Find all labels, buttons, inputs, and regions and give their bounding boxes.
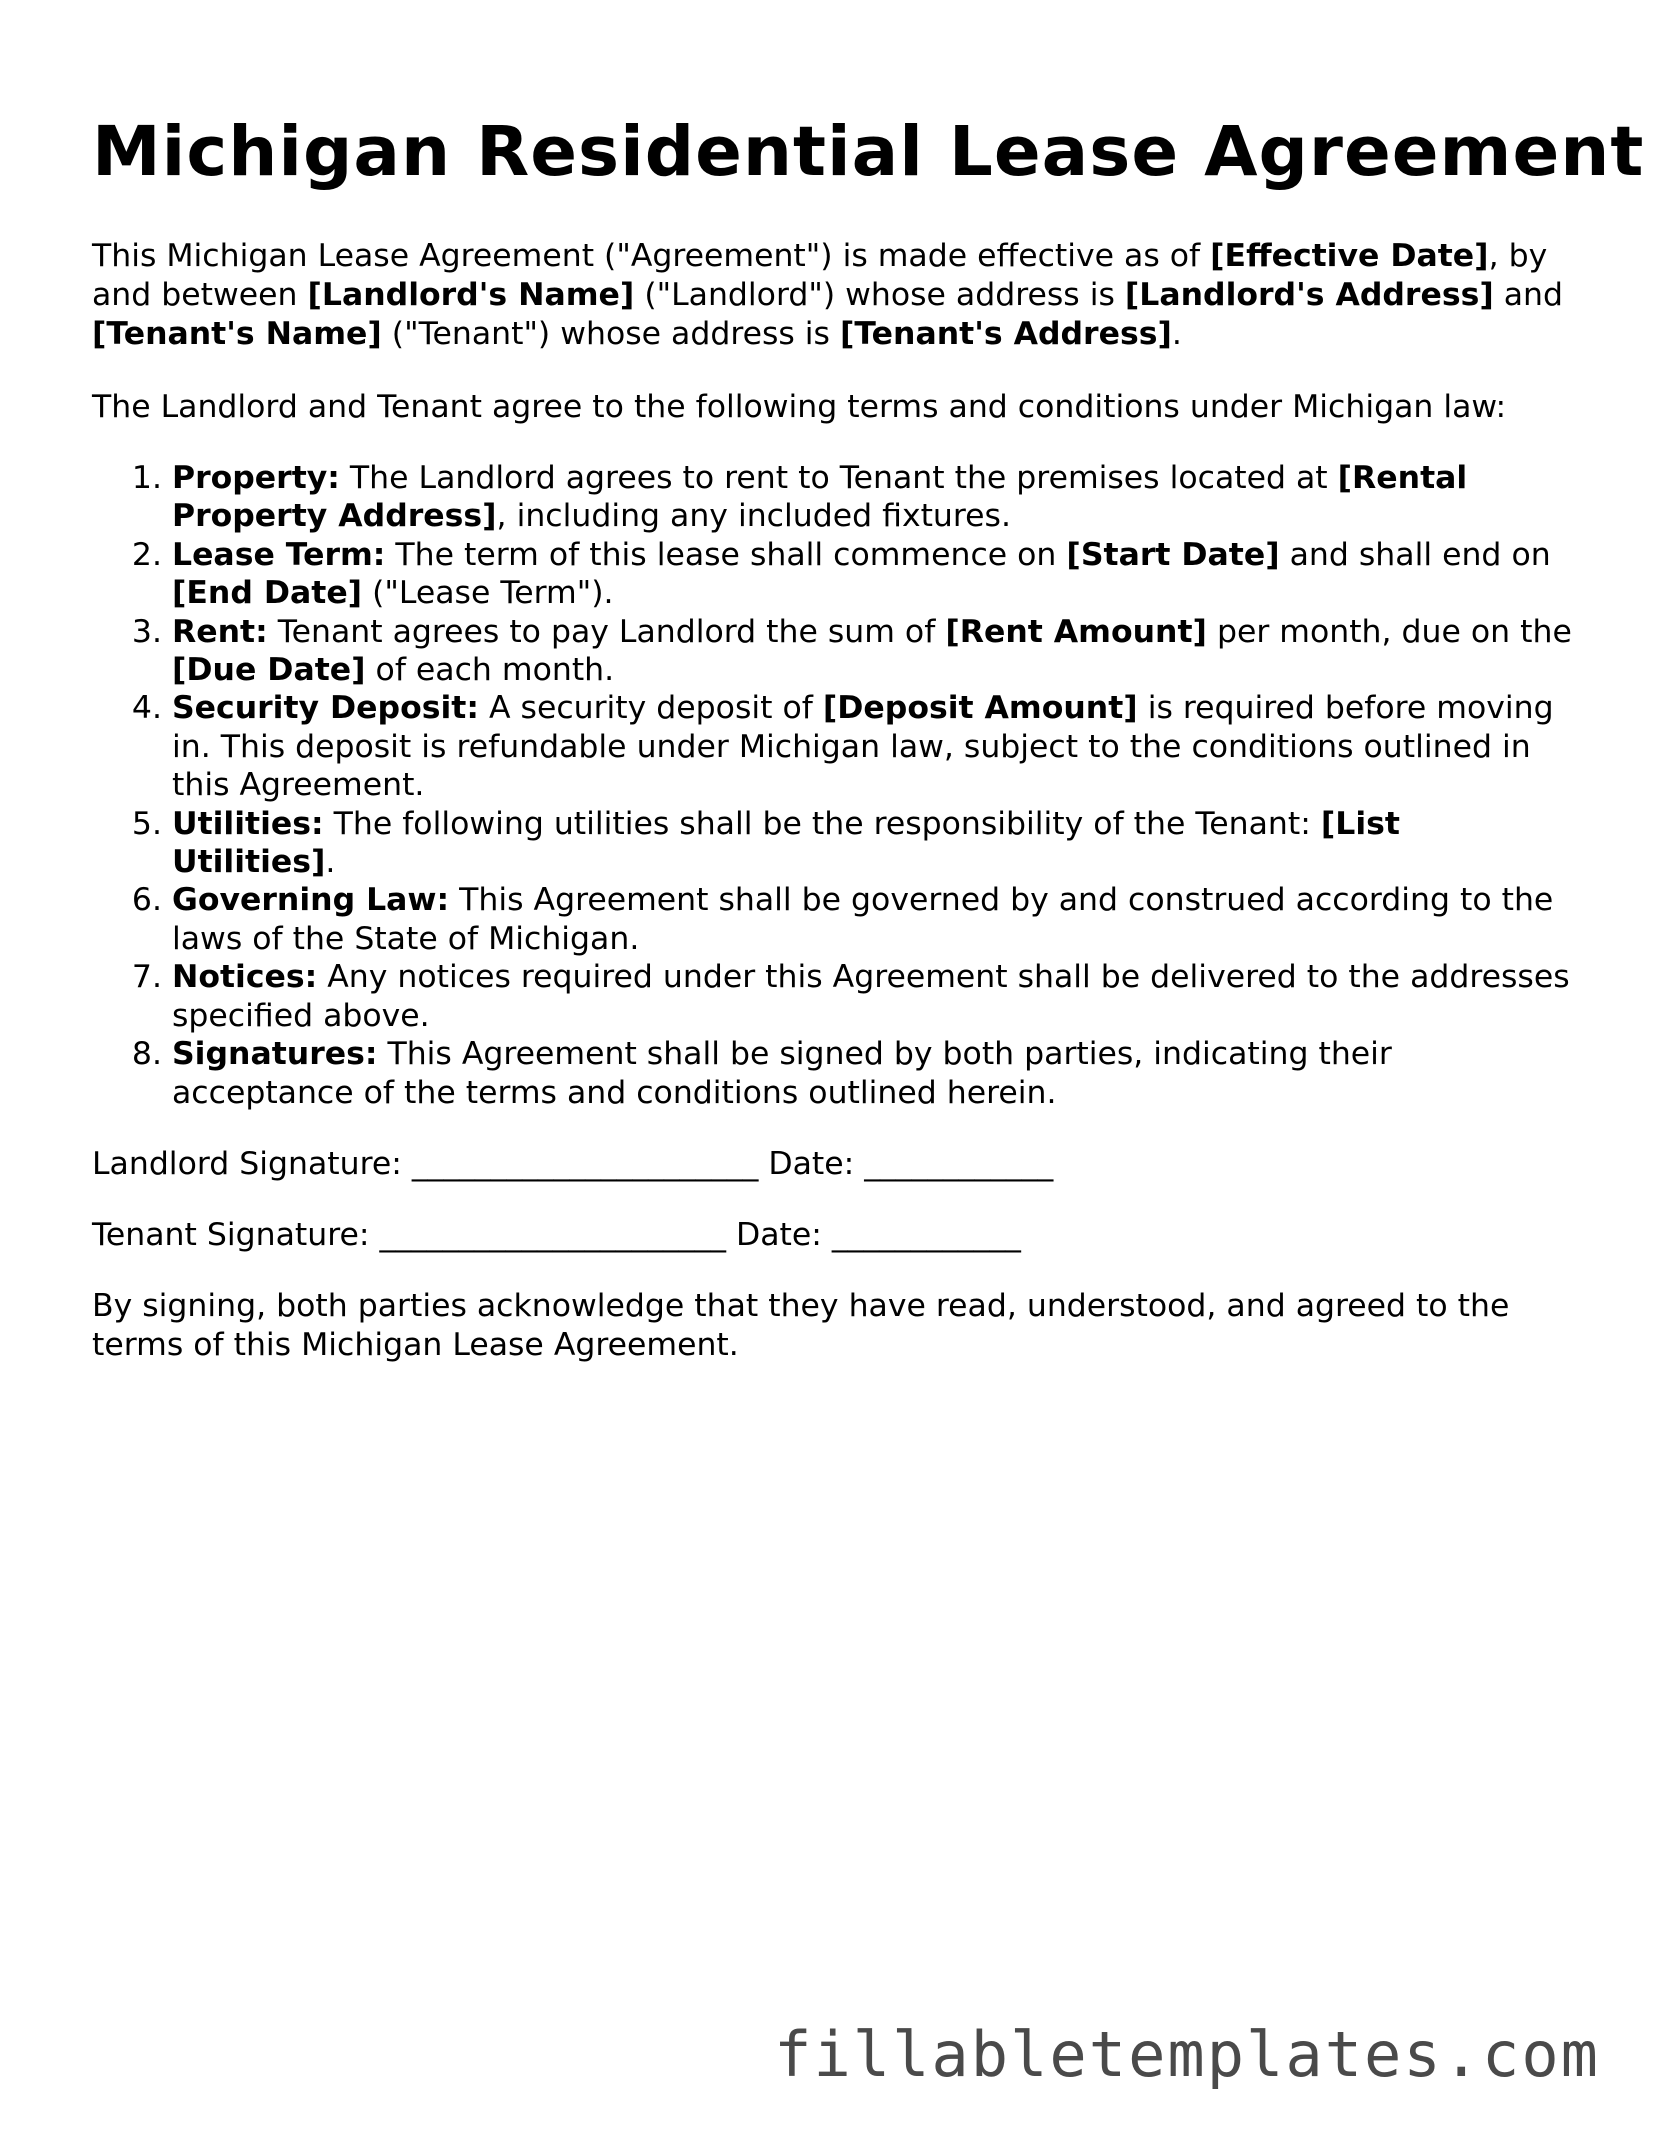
start-date-field: [Start Date] bbox=[1066, 536, 1280, 573]
utilities-field: [List Utilities] bbox=[172, 805, 1400, 881]
term-text: A security deposit of bbox=[478, 690, 823, 727]
due-date-field: [Due Date] bbox=[172, 652, 366, 689]
term-heading: Property: bbox=[172, 460, 340, 496]
term-text: per month, due on the bbox=[1206, 613, 1572, 650]
term-property bbox=[172, 459, 1572, 536]
term-text: The following utilities shall be the responsibility of the Tenant: bbox=[323, 805, 1321, 842]
intro-text: . bbox=[1171, 316, 1182, 352]
tenant-signature-line[interactable]: Tenant Signature: ______________________ Date: ____________ bbox=[92, 1217, 1021, 1253]
term-text: of each month. bbox=[365, 652, 615, 689]
term-text: This Agreement shall be governed by and construed according to the laws of the State of Michigan. bbox=[172, 882, 1554, 957]
term-text: is required before moving in. This deposit is refundable under Michigan law, subject to the conditions outlined in this Agreement. bbox=[172, 690, 1554, 804]
landlord-name-field: [Landlord's Name] bbox=[307, 277, 635, 313]
term-text: Tenant agrees to pay Landlord the sum of bbox=[267, 613, 946, 650]
term-governing-law bbox=[172, 881, 1572, 958]
term-text: The term of this lease shall commence on bbox=[385, 536, 1067, 573]
term-security-deposit bbox=[172, 689, 1572, 804]
term-heading: Governing Law: bbox=[172, 882, 450, 919]
document-title: Michigan Residential Lease Agreement bbox=[92, 112, 1645, 192]
term-utilities bbox=[172, 805, 1572, 882]
rental-address-field: [Rental Property Address] bbox=[172, 460, 1468, 535]
term-text: . bbox=[325, 844, 336, 881]
intro-text: ("Landlord") whose address is bbox=[634, 277, 1125, 313]
term-heading: Lease Term: bbox=[172, 536, 386, 573]
end-date-field: [End Date] bbox=[172, 575, 363, 612]
deposit-amount-field: [Deposit Amount] bbox=[822, 690, 1138, 727]
term-text: and shall end on bbox=[1279, 536, 1551, 573]
term-lease-term bbox=[172, 536, 1572, 613]
landlord-address-field: [Landlord's Address] bbox=[1124, 277, 1494, 313]
tenant-name-field: [Tenant's Name] bbox=[92, 316, 382, 352]
term-heading: Rent: bbox=[172, 613, 268, 650]
term-heading: Security Deposit: bbox=[172, 690, 479, 727]
intro-text: , by and between bbox=[92, 238, 1548, 313]
intro-text: and bbox=[1493, 277, 1564, 313]
intro-text: This Michigan Lease Agreement ("Agreement") is made effective as of bbox=[92, 238, 1211, 274]
effective-date-field: [Effective Date] bbox=[1210, 238, 1489, 274]
term-notices bbox=[172, 958, 1572, 1035]
term-heading: Utilities: bbox=[172, 805, 324, 842]
term-text: , including any included fixtures. bbox=[496, 498, 1011, 535]
watermark: fillabletemplates.com bbox=[774, 2018, 1600, 2091]
term-text: The Landlord agrees to rent to Tenant the premises located at bbox=[339, 460, 1338, 496]
closing-paragraph: By signing, both parties acknowledge that they have read, understood, and agreed to the terms of this Michigan Lease Agreement. bbox=[92, 1288, 1510, 1363]
term-heading: Signatures: bbox=[172, 1036, 378, 1073]
term-text: Any notices required under this Agreement shall be delivered to the addresses specified above. bbox=[172, 959, 1570, 1034]
term-signatures bbox=[172, 1035, 1572, 1112]
term-text: This Agreement shall be signed by both parties, indicating their acceptance of the terms and conditions outlined herein. bbox=[172, 1036, 1392, 1111]
term-heading: Notices: bbox=[172, 959, 318, 996]
intro-text: ("Tenant") whose address is bbox=[381, 316, 840, 352]
term-rent bbox=[172, 613, 1572, 690]
rent-amount-field: [Rent Amount] bbox=[945, 613, 1207, 650]
terms-list bbox=[92, 459, 1572, 1112]
tenant-address-field: [Tenant's Address] bbox=[839, 316, 1172, 352]
term-text: ("Lease Term"). bbox=[362, 575, 614, 612]
terms-lead: The Landlord and Tenant agree to the following terms and conditions under Michigan law: bbox=[92, 389, 1507, 425]
intro-paragraph bbox=[92, 237, 1572, 354]
landlord-signature-line[interactable]: Landlord Signature: ______________________ Date: ____________ bbox=[92, 1146, 1054, 1182]
